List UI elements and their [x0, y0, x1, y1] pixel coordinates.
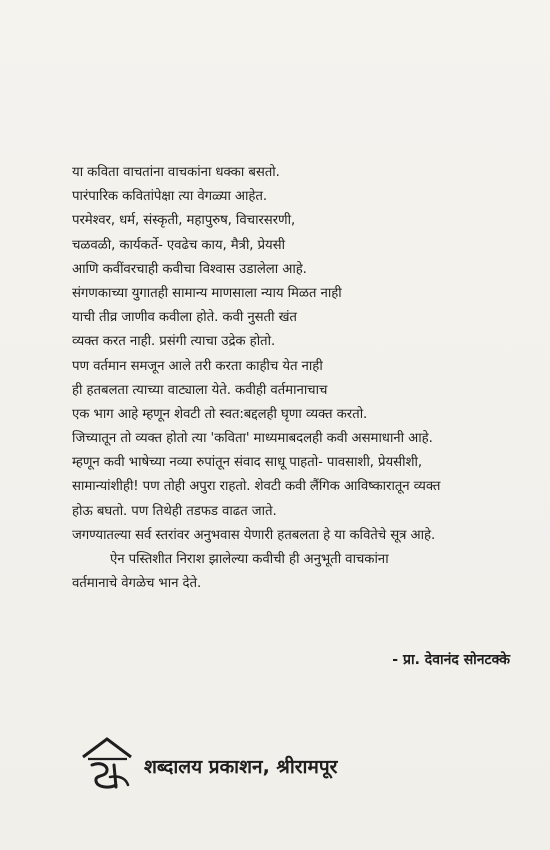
- blurb-line: परमेश्वर, धर्म, संस्कृती, महापुरुष, विचारसरणी,: [72, 213, 296, 229]
- house-sha-logo-icon: [80, 735, 136, 793]
- blurb-line: ही हतबलता त्याच्या वाट्याला येते. कवीही वर्तमानाचाच: [72, 382, 328, 398]
- blurb-line: म्हणून कवी भाषेच्या नव्या रुपांतून संवाद साधू पाहतो- पावसाशी, प्रेयसीशी,: [72, 455, 422, 471]
- blurb-text: [72, 161, 532, 596]
- blurb-line: आणि कवींवरचाही कवीचा विश्वास उडालेला आहे.: [72, 261, 307, 277]
- blurb-line: या कविता वाचतांना वाचकांना धक्का बसतो.: [72, 165, 280, 180]
- blurb-line: पारंपारिक कवितांपेक्षा त्या वेगळ्या आहेत.: [72, 189, 267, 205]
- blurb-line: पण वर्तमान समजून आले तरी करता काहीच येत नाही: [72, 358, 323, 374]
- blurb-line: होऊ बघतो. पण तिथेही तडफड वाढत जाते.: [72, 503, 277, 519]
- blurb-line: याची तीव्र जाणीव कवीला होते. कवी नुसती खंत: [72, 310, 297, 326]
- blurb-line: एक भाग आहे म्हणून शेवटी तो स्वत:बद्दलही घृणा व्यक्त करतो.: [72, 406, 368, 422]
- blurb-line: वर्तमानाचे वेगळेच भान देते.: [72, 576, 202, 592]
- blurb-line: व्यक्त करत नाही. प्रसंगी त्याचा उद्रेक होतो.: [72, 334, 276, 350]
- author-signature: - प्रा. देवानंद सोनटक्के: [392, 652, 510, 668]
- blurb-line: जिच्यातून तो व्यक्त होतो त्या 'कविता' माध्यमाबदलही कवी असमाधानी आहे.: [72, 431, 433, 447]
- blurb-line: सामान्यांशीही! पण तोही अपुरा राहतो. शेवटी कवी लैंगिक आविष्कारातून व्यक्त: [72, 479, 441, 495]
- blurb-line: जगण्यातल्या सर्व स्तरांवर अनुभवास येणारी हतबलता हे या कवितेचे सूत्र आहे.: [72, 527, 436, 543]
- blurb-line: चळवळी, कार्यकर्ते- एवढेच काय, मैत्री, प्रेयसी: [72, 237, 285, 253]
- blurb-line: ऐन पस्तिशीत निराश झालेल्या कवीची ही अनुभूती वाचकांना: [110, 552, 389, 567]
- publisher-block: [80, 735, 400, 795]
- publisher-name: शब्दालय प्रकाशन, श्रीरामपूर: [144, 756, 338, 778]
- blurb-line: संगणकाच्या युगातही सामान्य माणसाला न्याय मिळत नाही: [72, 285, 342, 301]
